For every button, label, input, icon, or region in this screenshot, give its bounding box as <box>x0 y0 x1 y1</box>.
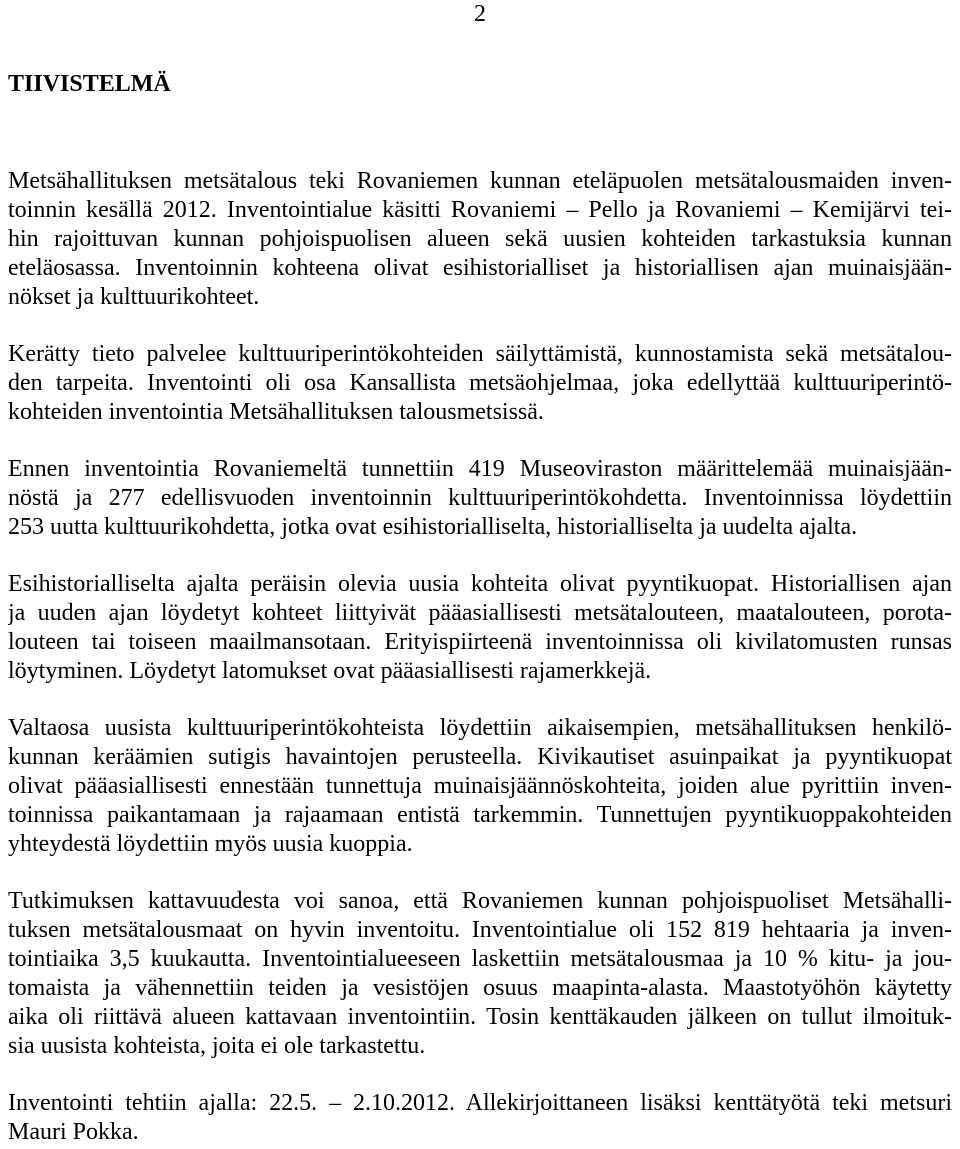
paragraph-1 <box>8 167 952 312</box>
text-line: louteen tai toiseen maailmansotaan. Erityispiirteenä inventoinnissa oli kivilatomusten runsas <box>8 629 952 655</box>
text-line: Valtaosa uusista kulttuuriperintökohteista löydettiin aikaisempien, metsähallituksen henkilö- <box>8 715 952 741</box>
text-line: tuksen metsätalousmaat on hyvin inventoitu. Inventointialue oli 152 819 hehtaaria ja inven- <box>8 917 952 943</box>
text-line: Inventointi tehtiin ajalla: 22.5. – 2.10.2012. Allekirjoittaneen lisäksi kenttätyötä teki metsuri <box>8 1090 952 1116</box>
paragraph-3 <box>8 455 952 542</box>
text-line: eteläosassa. Inventoinnin kohteena olivat esihistorialliset ja historiallisen ajan muinaisjään- <box>8 255 952 281</box>
paragraph-4 <box>8 570 952 686</box>
page-title: TIIVISTELMÄ <box>8 71 171 97</box>
text-line: Tutkimuksen kattavuudesta voi sanoa, että Rovaniemen kunnan pohjoispuoliset Metsähalli- <box>8 888 952 914</box>
text-line: hin rajoittuvan kunnan pohjoispuolisen alueen sekä uusien kohteiden tarkastuksia kunnan <box>8 226 952 252</box>
text-line: toinnin kesällä 2012. Inventointialue käsitti Rovaniemi – Pello ja Rovaniemi – Kemijärvi tei- <box>8 197 952 223</box>
text-line: tointiaika 3,5 kuukautta. Inventointialueeseen laskettiin metsätalousmaa ja 10 % kitu- ja jou- <box>8 946 952 972</box>
text-line: löytyminen. Löydetyt latomukset ovat pääasiallisesti rajamerkkejä. <box>8 658 652 684</box>
text-line: tomaista ja vähennettiin teiden ja vesistöjen osuus maapinta-alasta. Maastotyöhön käytetty <box>8 975 952 1001</box>
text-line: sia uusista kohteista, joita ei ole tarkastettu. <box>8 1033 426 1059</box>
paragraph-6 <box>8 887 952 1061</box>
text-line: Mauri Pokka. <box>8 1119 139 1145</box>
document-body <box>8 167 952 1147</box>
text-line: Kerätty tieto palvelee kulttuuriperintökohteiden säilyttämistä, kunnostamista sekä metsätalou- <box>8 341 952 367</box>
paragraph-2 <box>8 340 952 427</box>
text-line: nökset ja kulttuurikohteet. <box>8 284 260 310</box>
text-line: ja uuden ajan löydetyt kohteet liittyivät pääasiallisesti metsätalouteen, maatalouteen, porota- <box>8 600 952 626</box>
text-line: den tarpeita. Inventointi oli osa Kansallista metsäohjelmaa, joka edellyttää kulttuuriperintö- <box>8 370 952 396</box>
text-line: yhteydestä löydettiin myös uusia kuoppia. <box>8 831 413 857</box>
page-number: 2 <box>474 1 486 27</box>
text-line: Metsähallituksen metsätalous teki Rovaniemen kunnan eteläpuolen metsätalousmaiden inven- <box>8 168 952 194</box>
text-line: toinnissa paikantamaan ja rajaamaan entistä tarkemmin. Tunnettujen pyyntikuoppakohteiden <box>8 802 952 828</box>
text-line: kunnan keräämien sutigis havaintojen perusteella. Kivikautiset asuinpaikat ja pyyntikuopat <box>8 744 952 770</box>
paragraph-7 <box>8 1089 952 1147</box>
text-line: kohteiden inventointia Metsähallituksen talousmetsissä. <box>8 399 544 425</box>
text-line: olivat pääasiallisesti ennestään tunnettuja muinaisjäännöskohteita, joiden alue pyrittiin inven- <box>8 773 952 799</box>
text-line: Ennen inventointia Rovaniemeltä tunnettiin 419 Museoviraston määrittelemää muinaisjään- <box>8 456 952 482</box>
text-line: nöstä ja 277 edellisvuoden inventoinnin kulttuuriperintökohdetta. Inventoinnissa löydettiin <box>8 485 952 511</box>
text-line: aika oli riittävä alueen kattavaan inventointiin. Tosin kenttäkauden jälkeen on tullut ilmoituk- <box>8 1004 952 1030</box>
text-line: 253 uutta kulttuurikohdetta, jotka ovat esihistorialliselta, historialliselta ja uudelta ajalta. <box>8 514 858 540</box>
text-line: Esihistorialliselta ajalta peräisin olevia uusia kohteita olivat pyyntikuopat. Historiallisen ajan <box>8 571 952 597</box>
paragraph-5 <box>8 714 952 859</box>
